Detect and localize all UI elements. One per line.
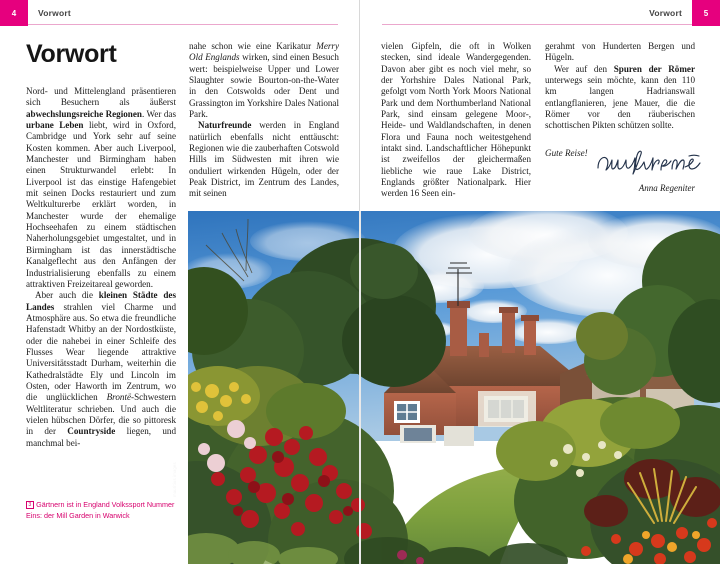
photo-gutter-divider bbox=[359, 211, 361, 564]
garden-photograph bbox=[188, 211, 720, 564]
paragraph: vielen Gipfeln, die oft in Wolken stecken, sind ideale Wandergegenden. Davon aber gibt es noch viel mehr, so der Yorhshire Dales National Park, gefolgt vom North York Moors National Park und dem Northumberland National Park, sind einsam gelegene Moor-, Heide- und Waldlandschaften, in denen Flora und Fauna noch weitestgehend intakt sind. Landschaftlicher Höhepunkt ist zweifellos der gleichermaßen liebliche wie raue Lake District, Englands größter Nationalpark. Hier werden 16 Seen ein- bbox=[381, 41, 531, 199]
caption-text: Gärtnern ist in England Volkssport Nummer Eins: der Mill Garden in Warwick bbox=[26, 500, 175, 520]
paragraph: Naturfreunde werden in England natürlich ebenfalls nicht enttäuscht: Regionen wie die zauberhaften Cotswold Hills im Südwesten mit ihren wie onduliert wirkenden Hügeln, oder der Peak District, im Zentrum des Landes, mit seinen bbox=[189, 120, 340, 199]
photo-credit: mauritius images bbox=[172, 462, 177, 497]
running-head-right bbox=[360, 0, 720, 26]
running-title-left: Vorwort bbox=[38, 8, 71, 18]
body-column-3 bbox=[381, 41, 531, 200]
header-rule-right bbox=[382, 24, 692, 25]
body-column-4 bbox=[545, 41, 695, 132]
body-column-1 bbox=[26, 86, 176, 449]
paragraph: Nord- und Mittelengland präsentieren sich Besuchern als äußerst abwechslungsreiche Regionen. Wer das urbane Leben liebt, wird in Oxford, Cambridge und York sehr auf seine Kosten kommen. Aber auch Liverpool, Manchester und Birmingham haben einen Strukturwandel erlebt: In Liverpool ist das einstige Hafengebiet mit seinen Docks restauriert und zum Weltkulturerbe erklärt worden, in Manchester wurde der ehemalige Hochseehafen zu einem städtischen Naherholungsgebiet umgestaltet, und in Birmingham ist das innerstädtische Kanalgeflecht aus den Anfängen der Industrialisierung ebenfalls zu einem attraktiven Freizeitareal geworden. bbox=[26, 86, 176, 289]
running-title-right: Vorwort bbox=[649, 8, 682, 18]
caption-marker: 3 bbox=[26, 501, 34, 509]
paragraph: gerahmt von Hunderten Bergen und Hügeln. bbox=[545, 41, 695, 63]
page-number-left: 4 bbox=[0, 0, 28, 26]
paragraph: nahe schon wie eine Karikatur Merry Old Englands wirken, sind einen Besuch wert: beispielweise Upper und Lower Slaughter sowie Bourton-on-the-Water in den Cotswolds oder Dent und Grassington im Yorkshire Dales National Park. bbox=[189, 41, 339, 120]
header-rule-left bbox=[28, 24, 338, 25]
signature-image bbox=[595, 146, 705, 180]
body-column-2 bbox=[189, 41, 339, 200]
page-number-right: 5 bbox=[692, 0, 720, 26]
farewell-text: Gute Reise! bbox=[545, 148, 588, 158]
page-title: Vorwort bbox=[26, 40, 117, 68]
signature-name: Anna Regeniter bbox=[638, 183, 695, 193]
photo-caption bbox=[26, 500, 184, 521]
paragraph: Aber auch die kleinen Städte des Landes strahlen viel Charme und Atmosphäre aus. So etwa die freundliche Hafenstadt Whitby an der Nordostküste, oder die nahebei in einer Schleife des Flusses Wear liegende attraktive Universitätsstadt Durham, weiterhin die Kathedralstädte Ely und Lincoln im Osten, oder Haworth im Zentrum, wo die unglücklichen Brontë-Schwestern Weltliteratur schrieben. Und auch die vielen hübschen Dörfer, die so pittoresk in der Countryside liegen, und manchmal bei- bbox=[26, 290, 177, 448]
running-head-left bbox=[0, 0, 360, 26]
paragraph: Wer auf den Spuren der Römer unterwegs sein möchte, kann den 110 km langen Hadrianswall entlangflanieren, jene Mauer, die die Römer vor den räuberischen schottischen Pikten schützen sollte. bbox=[545, 63, 695, 131]
